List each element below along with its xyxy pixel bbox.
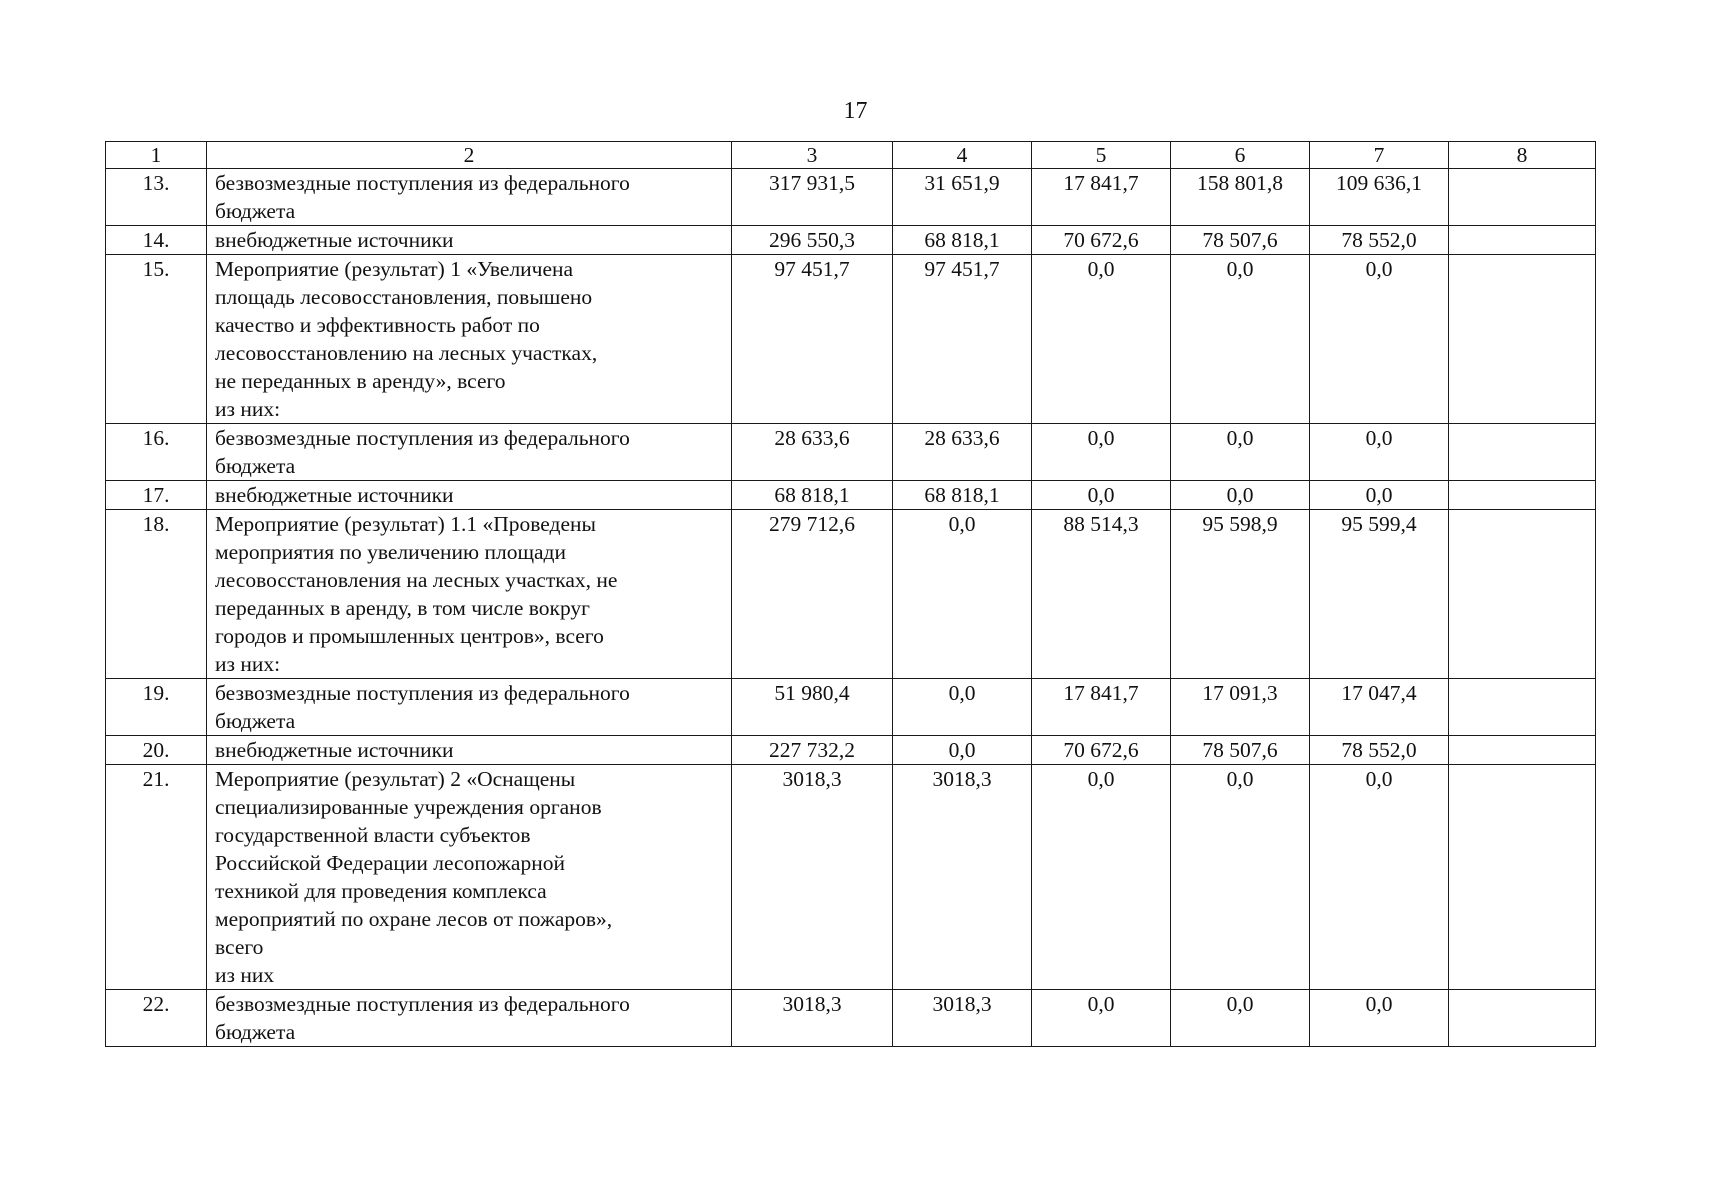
- value-cell: 17 047,4: [1310, 679, 1449, 736]
- description-line: площадь лесовосстановления, повышено: [215, 285, 593, 309]
- description-line: государственной власти субъектов: [215, 823, 531, 847]
- description-line: из них:: [215, 397, 281, 421]
- value-cell: 158 801,8: [1171, 169, 1310, 226]
- description-line: бюджета: [215, 1020, 296, 1044]
- value-cell: 88 514,3: [1032, 510, 1171, 679]
- value-cell: 0,0: [1032, 255, 1171, 424]
- value-cell: 70 672,6: [1032, 736, 1171, 765]
- row-number: 15.: [106, 255, 207, 424]
- row-number: 18.: [106, 510, 207, 679]
- row-number: 13.: [106, 169, 207, 226]
- value-cell: 78 552,0: [1310, 736, 1449, 765]
- description-line: Мероприятие (результат) 1.1 «Проведены: [215, 512, 596, 536]
- value-cell: 317 931,5: [732, 169, 893, 226]
- value-cell: 0,0: [893, 736, 1032, 765]
- description-line: техникой для проведения комплекса: [215, 879, 547, 903]
- value-cell: 0,0: [1310, 990, 1449, 1047]
- description-line: Мероприятие (результат) 2 «Оснащены: [215, 767, 576, 791]
- value-cell: 97 451,7: [893, 255, 1032, 424]
- description-line: мероприятия по увеличению площади: [215, 540, 566, 564]
- value-cell: 0,0: [1171, 481, 1310, 510]
- row-number: 17.: [106, 481, 207, 510]
- description-line: бюджета: [215, 199, 296, 223]
- table-row: [106, 510, 1596, 679]
- value-cell: 0,0: [1032, 765, 1171, 990]
- value-cell: [1449, 226, 1596, 255]
- value-cell: 0,0: [1171, 990, 1310, 1047]
- row-description: [207, 424, 732, 481]
- description-line: безвозмездные поступления из федерального: [215, 992, 630, 1016]
- value-cell: [1449, 765, 1596, 990]
- column-header: 5: [1032, 142, 1171, 169]
- description-line: не переданных в аренду», всего: [215, 369, 506, 393]
- description-line: безвозмездные поступления из федерального: [215, 681, 630, 705]
- value-cell: [1449, 990, 1596, 1047]
- value-cell: 0,0: [1310, 255, 1449, 424]
- value-cell: 0,0: [893, 510, 1032, 679]
- row-number: 22.: [106, 990, 207, 1047]
- value-cell: [1449, 510, 1596, 679]
- value-cell: 78 507,6: [1171, 736, 1310, 765]
- value-cell: 78 507,6: [1171, 226, 1310, 255]
- value-cell: 3018,3: [893, 990, 1032, 1047]
- value-cell: 97 451,7: [732, 255, 893, 424]
- row-description: [207, 255, 732, 424]
- description-line: безвозмездные поступления из федерального: [215, 171, 630, 195]
- value-cell: 0,0: [1032, 990, 1171, 1047]
- value-cell: 68 818,1: [893, 481, 1032, 510]
- value-cell: 51 980,4: [732, 679, 893, 736]
- table-row: [106, 169, 1596, 226]
- row-number: 19.: [106, 679, 207, 736]
- value-cell: 0,0: [893, 679, 1032, 736]
- description-line: внебюджетные источники: [215, 483, 454, 507]
- value-cell: 0,0: [1310, 765, 1449, 990]
- value-cell: 296 550,3: [732, 226, 893, 255]
- description-line: безвозмездные поступления из федерального: [215, 426, 630, 450]
- value-cell: 3018,3: [732, 765, 893, 990]
- row-description: [207, 736, 732, 765]
- value-cell: 31 651,9: [893, 169, 1032, 226]
- row-number: 20.: [106, 736, 207, 765]
- value-cell: [1449, 424, 1596, 481]
- header-row: [106, 142, 1596, 169]
- description-line: Российской Федерации лесопожарной: [215, 851, 565, 875]
- row-description: [207, 679, 732, 736]
- description-line: из них: [215, 963, 275, 987]
- value-cell: 28 633,6: [732, 424, 893, 481]
- column-header: 7: [1310, 142, 1449, 169]
- description-line: из них:: [215, 652, 281, 676]
- value-cell: [1449, 169, 1596, 226]
- table-row: [106, 255, 1596, 424]
- description-line: специализированные учреждения органов: [215, 795, 602, 819]
- table-row: [106, 481, 1596, 510]
- column-header: 6: [1171, 142, 1310, 169]
- value-cell: 17 841,7: [1032, 679, 1171, 736]
- row-description: [207, 481, 732, 510]
- value-cell: 95 598,9: [1171, 510, 1310, 679]
- description-line: городов и промышленных центров», всего: [215, 624, 604, 648]
- value-cell: 0,0: [1171, 765, 1310, 990]
- table-row: [106, 226, 1596, 255]
- value-cell: 68 818,1: [732, 481, 893, 510]
- table-row: [106, 679, 1596, 736]
- value-cell: 28 633,6: [893, 424, 1032, 481]
- row-description: [207, 169, 732, 226]
- column-header: 1: [106, 142, 207, 169]
- description-line: внебюджетные источники: [215, 228, 454, 252]
- column-header: 2: [207, 142, 732, 169]
- table-row: [106, 736, 1596, 765]
- value-cell: 70 672,6: [1032, 226, 1171, 255]
- value-cell: 95 599,4: [1310, 510, 1449, 679]
- description-line: лесовосстановления на лесных участках, не: [215, 568, 618, 592]
- row-number: 21.: [106, 765, 207, 990]
- table-row: [106, 424, 1596, 481]
- value-cell: 68 818,1: [893, 226, 1032, 255]
- description-line: бюджета: [215, 709, 296, 733]
- value-cell: 17 091,3: [1171, 679, 1310, 736]
- description-line: внебюджетные источники: [215, 738, 454, 762]
- value-cell: 17 841,7: [1032, 169, 1171, 226]
- column-header: 4: [893, 142, 1032, 169]
- column-header: 8: [1449, 142, 1596, 169]
- row-description: [207, 765, 732, 990]
- row-number: 16.: [106, 424, 207, 481]
- description-line: всего: [215, 935, 264, 959]
- description-line: бюджета: [215, 454, 296, 478]
- row-description: [207, 990, 732, 1047]
- value-cell: 0,0: [1171, 255, 1310, 424]
- description-line: Мероприятие (результат) 1 «Увеличена: [215, 257, 574, 281]
- value-cell: 78 552,0: [1310, 226, 1449, 255]
- value-cell: 0,0: [1310, 481, 1449, 510]
- value-cell: [1449, 679, 1596, 736]
- value-cell: [1449, 736, 1596, 765]
- row-number: 14.: [106, 226, 207, 255]
- value-cell: [1449, 255, 1596, 424]
- value-cell: 0,0: [1310, 424, 1449, 481]
- value-cell: [1449, 481, 1596, 510]
- column-header: 3: [732, 142, 893, 169]
- description-line: лесовосстановлению на лесных участках,: [215, 341, 598, 365]
- value-cell: 227 732,2: [732, 736, 893, 765]
- page-number: 17: [843, 98, 868, 124]
- value-cell: 3018,3: [893, 765, 1032, 990]
- budget-table: [105, 141, 1596, 1047]
- value-cell: 0,0: [1171, 424, 1310, 481]
- value-cell: 0,0: [1032, 424, 1171, 481]
- row-description: [207, 510, 732, 679]
- value-cell: 279 712,6: [732, 510, 893, 679]
- table-body: [106, 169, 1596, 1047]
- table-row: [106, 765, 1596, 990]
- value-cell: 109 636,1: [1310, 169, 1449, 226]
- table-row: [106, 990, 1596, 1047]
- value-cell: 0,0: [1032, 481, 1171, 510]
- value-cell: 3018,3: [732, 990, 893, 1047]
- description-line: качество и эффективность работ по: [215, 313, 540, 337]
- description-line: переданных в аренду, в том числе вокруг: [215, 596, 590, 620]
- row-description: [207, 226, 732, 255]
- description-line: мероприятий по охране лесов от пожаров»,: [215, 907, 613, 931]
